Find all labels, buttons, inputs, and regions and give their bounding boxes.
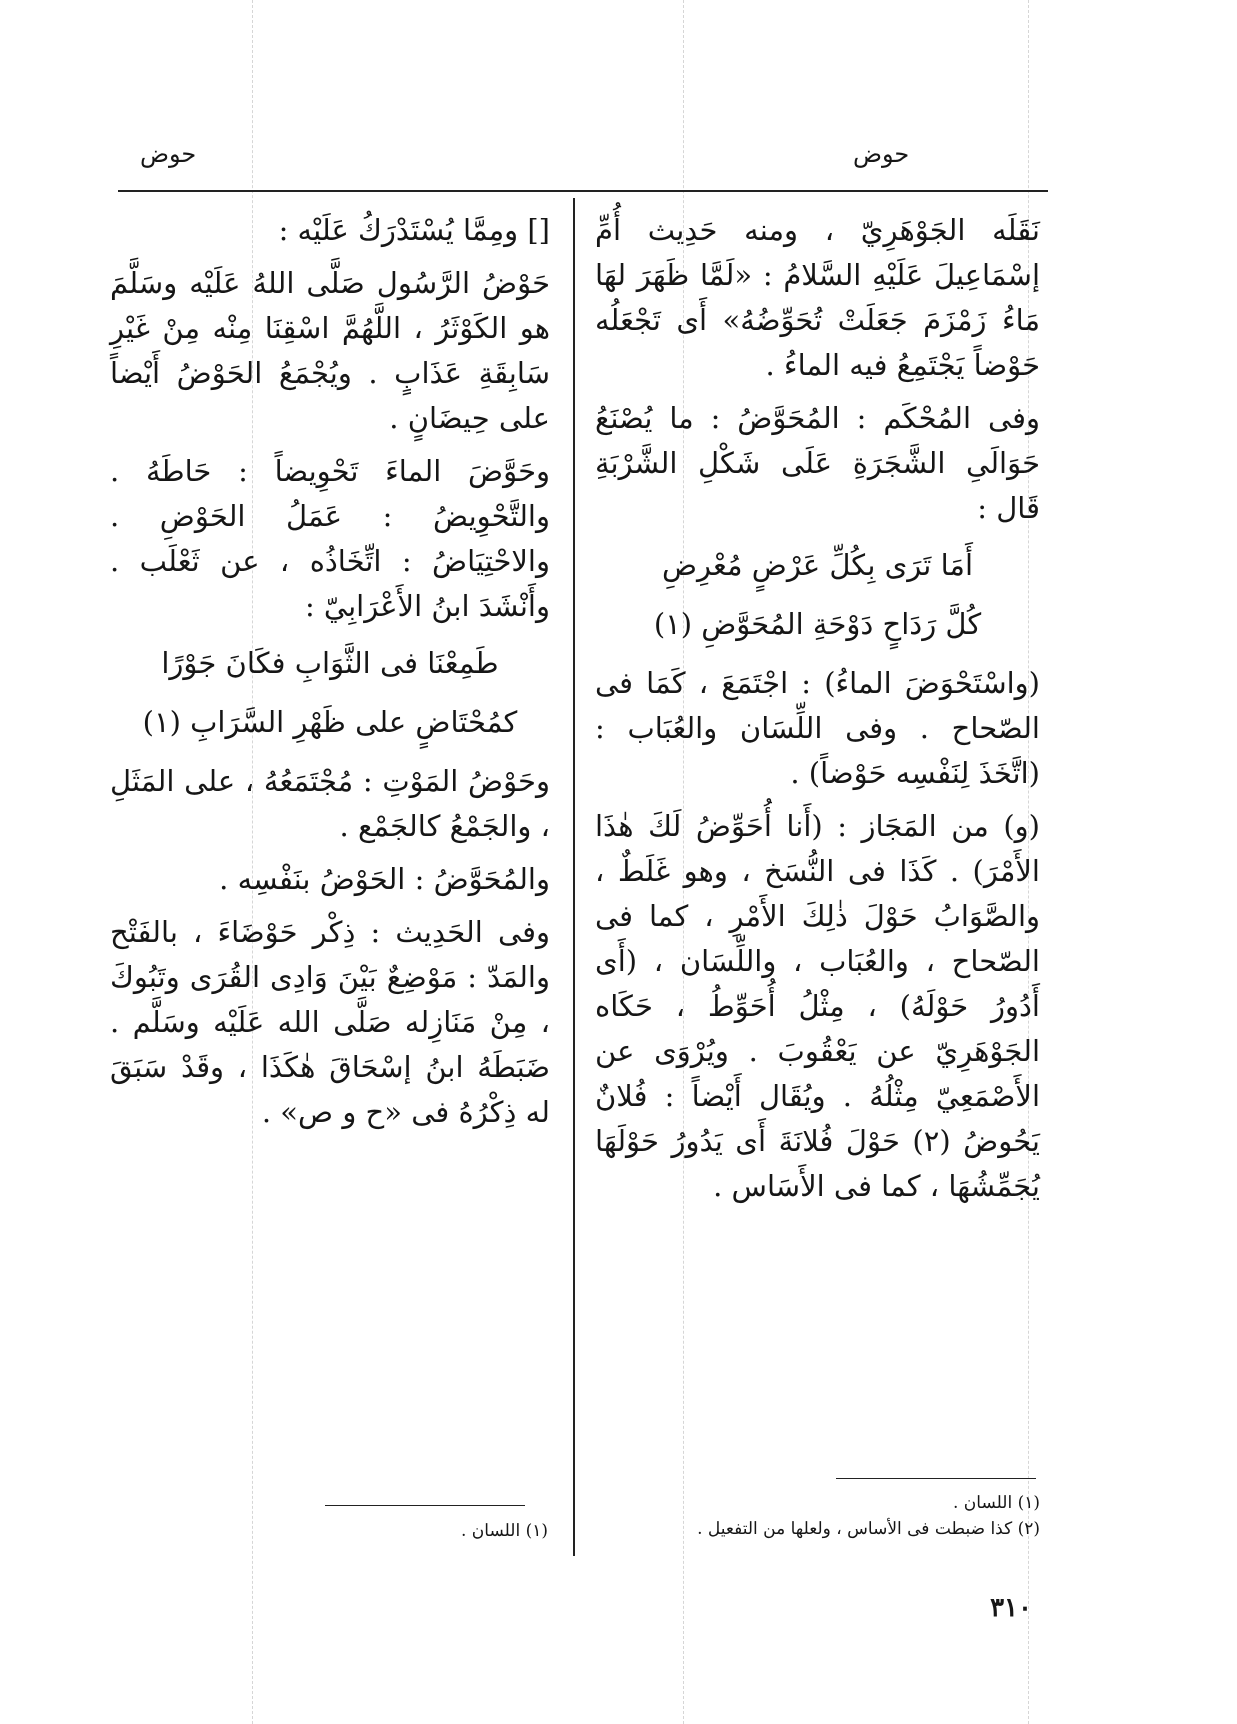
right-column [595, 208, 1040, 1217]
footnote-rule [836, 1478, 1036, 1479]
footnote: (٢) كذا ضبطت فى الأساس ، ولعلها من التفعيل . [697, 1519, 1040, 1539]
running-header-right: حوض [853, 140, 910, 168]
page-number: ٣١٠ [990, 1593, 1032, 1623]
paragraph: نَقَلَه الجَوْهَرِيّ ، ومنه حَدِيث أُمِّ إسْمَاعِيلَ عَلَيْهِ السَّلامُ : «لَمَّا ظَهَرَ لهَا مَاءُ زَمْزَمَ جَعَلَتْ تُحَوِّضُهُ» أَى تَجْعَلُه حَوْضاً يَجْتَمِعُ فيه الماءُ . [595, 213, 1040, 382]
column-divider [573, 198, 575, 1556]
footnote: (١) اللسان . [461, 1521, 548, 1541]
footnotes-left [110, 1518, 548, 1544]
paragraph: والمُحَوَّضُ : الحَوْضُ بنَفْسِه . [219, 862, 550, 896]
verse-line: أَمَا تَرَى بِكُلِّ عَرْضٍ مُعْرِضِ [661, 548, 974, 582]
verse-line: كُلَّ رَدَاحٍ دَوْحَةِ المُحَوَّضِ (١) [653, 607, 982, 641]
paragraph: وحَوْضُ المَوْتِ : مُجْتَمَعُهُ ، على المَثَلِ ، والجَمْعُ كالجَمْع . [110, 764, 550, 843]
footnote-rule [325, 1505, 525, 1506]
paragraph: (واسْتَحْوَضَ الماءُ) : اجْتَمَعَ ، كَمَا فى الصّحاح . وفى اللِّسَان والعُبَاب : (اتَّخَذَ لِنَفْسِه حَوْضاً) . [595, 666, 1040, 790]
paragraph: حَوْضُ الرَّسُول صَلَّى اللهُ عَلَيْه وسَلَّمَ هو الكَوْثَرُ ، اللَّهُمَّ اسْقِنَا مِنْه مِنْ غَيْرِ سَابِقَةِ عَذَابٍ . ويُجْمَعُ الحَوْضُ أَيْضاً على حِيضَانٍ . [110, 266, 550, 435]
paragraph: وفى الحَدِيث : ذِكْر حَوْضَاءَ ، بالفَتْح والمَدّ : مَوْضِعٌ بَيْنَ وَادِى القُرَى وتَبُوكَ ، مِنْ مَنَازِله صَلَّى الله عَلَيْه وسَلَّم . ضَبَطَهُ ابنُ إسْحَاقَ هٰكَذَا ، وقَدْ سَبَقَ له ذِكْرُهُ فى «ح و ص» . [110, 915, 550, 1129]
verse-line: طَمِعْنَا فى الثَّوَابِ فكَانَ جَوْرًا [161, 646, 499, 680]
paragraph: (و) من المَجَاز : (أَنا أُحَوِّضُ لَكَ هٰذَا الأَمْرَ) . كَذَا فى النُّسَخ ، وهو غَلَطٌ ، والصَّوَابُ حَوْلَ ذٰلِكَ الأَمْرِ ، كما فى الصّحاح ، والعُبَاب ، واللِّسَان ، (أَى أَدُورُ حَوْلَهُ) ، مِثْلُ أُحَوِّطُ ، حَكَاه الجَوْهَرِيّ عن يَعْقُوبَ . ويُرْوَى عن الأَصْمَعِيّ مِثْلُهُ . ويُقَال أَيْضاً : فُلانٌ يَحُوضُ (٢) حَوْلَ فُلانَةَ أَى يَدُورُ حَوْلَهَا يُجَمِّشُهَا ، كما فى الأَسَاس . [595, 809, 1040, 1203]
paragraph: وفى المُحْكَم : المُحَوَّضُ : ما يُصْنَعُ حَوَالَىِ الشَّجَرَةِ عَلَى شَكْلِ الشَّرْبَةِ قَال : [595, 401, 1040, 525]
left-column [110, 208, 550, 1143]
paragraph: [] ومِمَّا يُسْتَدْرَكُ عَلَيْه : [278, 213, 550, 247]
paragraph: وحَوَّضَ الماءَ تَحْوِيضاً : حَاطَهُ . والتَّحْوِيضُ : عَمَلُ الحَوْضِ . والاحْتِيَاضُ : اتِّخَاذُه ، عن ثَعْلَب . وأَنْشَدَ ابنُ الأَعْرَابِيّ : [110, 454, 550, 623]
verse-line: كمُحْتَاضٍ على ظَهْرِ السَّرَابِ (١) [142, 705, 518, 739]
footnotes-right [600, 1490, 1040, 1542]
header-rule [118, 190, 1048, 192]
footnote: (١) اللسان . [953, 1493, 1040, 1513]
running-header-left: حوض [140, 140, 197, 168]
